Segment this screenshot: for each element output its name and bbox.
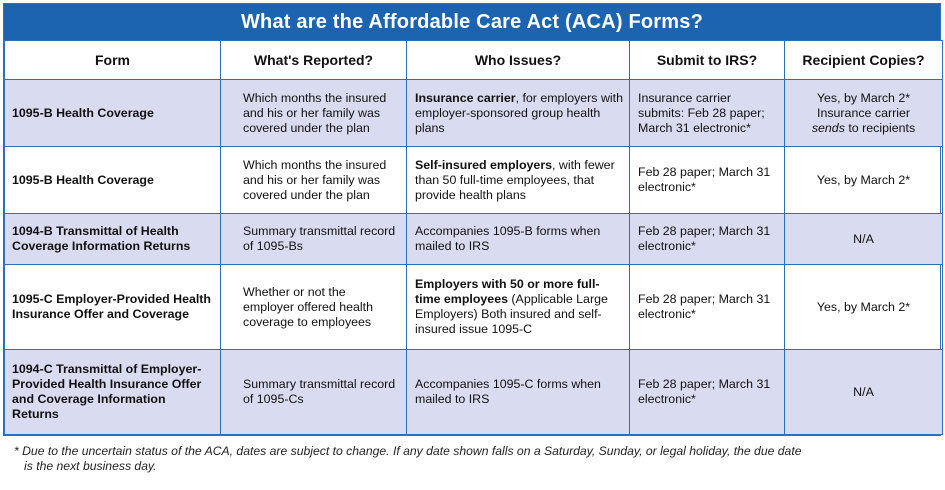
reported-cell: Which months the insured and his or her family was covered under the plan xyxy=(221,147,407,214)
recipient-copies-cell: N/A xyxy=(785,350,943,435)
copies-line2-italic: sends xyxy=(811,120,845,135)
aca-forms-table xyxy=(4,40,943,435)
issuer-bold-text: Employers with 50 or more full-time employees xyxy=(415,277,600,306)
column-header-form: Form xyxy=(5,41,221,80)
recipient-copies-cell: N/A xyxy=(785,214,943,265)
recipient-copies-cell xyxy=(785,80,943,147)
copies-line2-b: to recipients xyxy=(848,120,916,135)
table-row xyxy=(5,214,943,265)
reported-cell: Summary transmittal record of 1095-Cs xyxy=(221,350,407,435)
submit-irs-cell: Feb 28 paper; March 31 electronic* xyxy=(630,147,785,214)
recipient-copies-cell: Yes, by March 2* xyxy=(785,147,943,214)
page-title: What are the Affordable Care Act (ACA) Forms? xyxy=(4,4,940,40)
submit-irs-cell: Feb 28 paper; March 31 electronic* xyxy=(630,350,785,435)
reported-cell: Summary transmittal record of 1095-Bs xyxy=(221,214,407,265)
table-row xyxy=(5,80,943,147)
issuer-cell: Accompanies 1095-C forms when mailed to IRS xyxy=(407,350,630,435)
table-row xyxy=(5,350,943,435)
form-cell: 1095-C Employer-Provided Health Insurance Offer and Coverage xyxy=(5,265,221,350)
footnote-line-1: * Due to the uncertain status of the ACA, dates are subject to change. If any date shown falls on a Saturday, Sunday, or legal holiday, the due date xyxy=(14,444,802,458)
reported-cell: Which months the insured and his or her family was covered under the plan xyxy=(221,80,407,147)
copies-line2-a: Insurance carrier xyxy=(817,105,910,120)
submit-irs-cell: Feb 28 paper; March 31 electronic* xyxy=(630,265,785,350)
table-header-row xyxy=(5,41,943,80)
submit-irs-cell: Insurance carrier submits: Feb 28 paper; March 31 electronic* xyxy=(630,80,785,147)
issuer-cell xyxy=(407,265,630,350)
copies-line1: Yes, by March 2* xyxy=(816,90,911,105)
issuer-cell: Accompanies 1095-B forms when mailed to IRS xyxy=(407,214,630,265)
column-header-submit-irs: Submit to IRS? xyxy=(630,41,785,80)
form-cell: 1095-B Health Coverage xyxy=(5,147,221,214)
issuer-text: (Applicable Large Employers) Both insured and self-insured issue 1095-C xyxy=(415,292,608,336)
form-cell: 1094-B Transmittal of Health Coverage Information Returns xyxy=(5,214,221,265)
issuer-cell xyxy=(407,147,630,214)
issuer-text: , with fewer than 50 full-time employees, that provide health plans xyxy=(415,157,615,202)
footnote xyxy=(14,444,894,474)
submit-irs-cell: Feb 28 paper; March 31 electronic* xyxy=(630,214,785,265)
issuer-cell xyxy=(407,80,630,147)
issuer-bold-text: Self-insured employers xyxy=(415,157,553,172)
table-row xyxy=(5,147,943,214)
issuer-bold-text: Insurance carrier xyxy=(415,90,516,105)
form-cell: 1095-B Health Coverage xyxy=(5,80,221,147)
table-row xyxy=(5,265,943,350)
form-cell: 1094-C Transmittal of Employer-Provided Health Insurance Offer and Coverage Information Returns xyxy=(5,350,221,435)
issuer-text: , for employers with employer-sponsored group health plans xyxy=(415,90,623,135)
column-header-issuer: Who Issues? xyxy=(407,41,630,80)
footnote-line-2: is the next business day. xyxy=(24,459,157,473)
reported-cell: Whether or not the employer offered health coverage to employees xyxy=(221,265,407,350)
recipient-copies-cell: Yes, by March 2* xyxy=(785,265,943,350)
column-header-reported: What's Reported? xyxy=(221,41,407,80)
aca-forms-table-frame xyxy=(3,3,941,436)
column-header-recipient-copies: Recipient Copies? xyxy=(785,41,943,80)
